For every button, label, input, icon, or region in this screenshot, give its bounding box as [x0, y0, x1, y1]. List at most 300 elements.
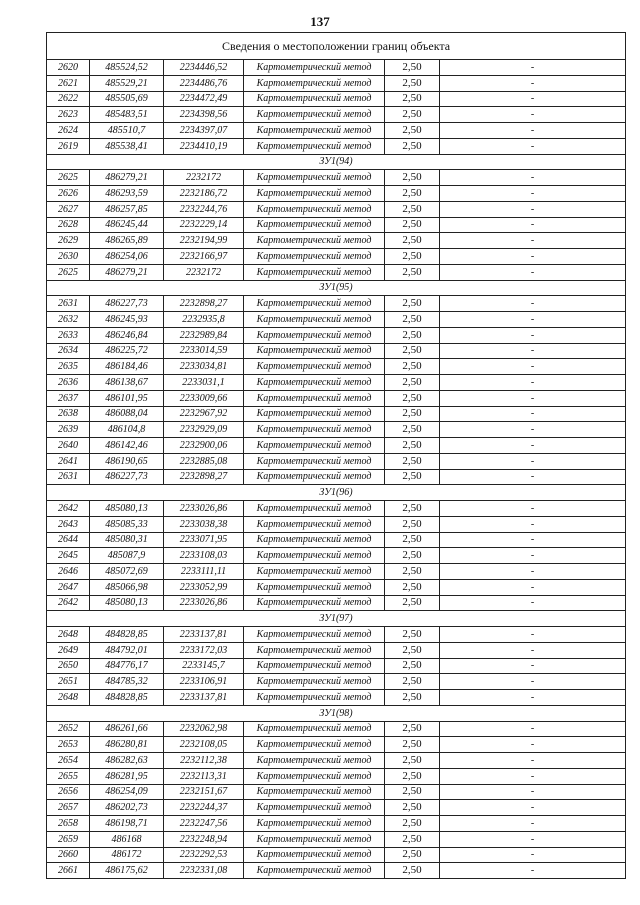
table-row	[47, 186, 626, 202]
point-number-cell: 2644	[47, 532, 90, 548]
accuracy-cell: 2,50	[385, 564, 440, 580]
x-coordinate-cell: 486245,93	[90, 312, 164, 328]
accuracy-cell: 2,50	[385, 75, 440, 91]
method-cell: Картометрический метод	[244, 753, 385, 769]
table-row	[47, 784, 626, 800]
point-number-cell: 2660	[47, 847, 90, 863]
point-number-cell: 2661	[47, 863, 90, 879]
y-coordinate-cell: 2232186,72	[164, 186, 244, 202]
method-cell: Картометрический метод	[244, 548, 385, 564]
description-cell: -	[440, 60, 626, 76]
accuracy-cell: 2,50	[385, 658, 440, 674]
point-number-cell: 2638	[47, 406, 90, 422]
table-body	[47, 33, 626, 879]
table-row	[47, 422, 626, 438]
x-coordinate-cell: 485510,7	[90, 123, 164, 139]
method-cell: Картометрический метод	[244, 438, 385, 454]
x-coordinate-cell: 486279,21	[90, 264, 164, 280]
x-coordinate-cell: 485080,13	[90, 501, 164, 517]
description-cell: -	[440, 847, 626, 863]
table-row	[47, 753, 626, 769]
y-coordinate-cell: 2234398,56	[164, 107, 244, 123]
description-cell: -	[440, 831, 626, 847]
x-coordinate-cell: 485072,69	[90, 564, 164, 580]
method-cell: Картометрический метод	[244, 501, 385, 517]
method-cell: Картометрический метод	[244, 107, 385, 123]
description-cell: -	[440, 516, 626, 532]
y-coordinate-cell: 2232151,67	[164, 784, 244, 800]
y-coordinate-cell: 2232898,27	[164, 296, 244, 312]
y-coordinate-cell: 2232989,84	[164, 327, 244, 343]
y-coordinate-cell: 2232244,76	[164, 201, 244, 217]
accuracy-cell: 2,50	[385, 816, 440, 832]
y-coordinate-cell: 2232166,97	[164, 249, 244, 265]
method-cell: Картометрический метод	[244, 847, 385, 863]
description-cell: -	[440, 296, 626, 312]
method-cell: Картометрический метод	[244, 217, 385, 233]
accuracy-cell: 2,50	[385, 201, 440, 217]
section-label: ЗУ1(96)	[47, 485, 626, 501]
y-coordinate-cell: 2232113,31	[164, 768, 244, 784]
table-row	[47, 359, 626, 375]
accuracy-cell: 2,50	[385, 690, 440, 706]
point-number-cell: 2635	[47, 359, 90, 375]
accuracy-cell: 2,50	[385, 217, 440, 233]
y-coordinate-cell: 2232935,8	[164, 312, 244, 328]
point-number-cell: 2623	[47, 107, 90, 123]
accuracy-cell: 2,50	[385, 721, 440, 737]
point-number-cell: 2625	[47, 264, 90, 280]
y-coordinate-cell: 2233145,7	[164, 658, 244, 674]
method-cell: Картометрический метод	[244, 312, 385, 328]
boundary-coordinates-table	[46, 32, 626, 879]
x-coordinate-cell: 484792,01	[90, 642, 164, 658]
accuracy-cell: 2,50	[385, 422, 440, 438]
description-cell: -	[440, 217, 626, 233]
section-label: ЗУ1(95)	[47, 280, 626, 296]
x-coordinate-cell: 485483,51	[90, 107, 164, 123]
description-cell: -	[440, 564, 626, 580]
x-coordinate-cell: 486227,73	[90, 296, 164, 312]
description-cell: -	[440, 501, 626, 517]
accuracy-cell: 2,50	[385, 469, 440, 485]
point-number-cell: 2632	[47, 312, 90, 328]
description-cell: -	[440, 753, 626, 769]
point-number-cell: 2647	[47, 579, 90, 595]
y-coordinate-cell: 2232967,92	[164, 406, 244, 422]
y-coordinate-cell: 2232112,38	[164, 753, 244, 769]
section-label: ЗУ1(94)	[47, 154, 626, 170]
section-header-row	[47, 611, 626, 627]
description-cell: -	[440, 264, 626, 280]
y-coordinate-cell: 2232898,27	[164, 469, 244, 485]
description-cell: -	[440, 249, 626, 265]
method-cell: Картометрический метод	[244, 343, 385, 359]
description-cell: -	[440, 233, 626, 249]
y-coordinate-cell: 2233071,95	[164, 532, 244, 548]
y-coordinate-cell: 2232244,37	[164, 800, 244, 816]
y-coordinate-cell: 2232900,06	[164, 438, 244, 454]
x-coordinate-cell: 486282,63	[90, 753, 164, 769]
y-coordinate-cell: 2232194,99	[164, 233, 244, 249]
description-cell: -	[440, 312, 626, 328]
section-header-row	[47, 280, 626, 296]
y-coordinate-cell: 2232292,53	[164, 847, 244, 863]
x-coordinate-cell: 486101,95	[90, 390, 164, 406]
x-coordinate-cell: 485538,41	[90, 138, 164, 154]
point-number-cell: 2656	[47, 784, 90, 800]
accuracy-cell: 2,50	[385, 406, 440, 422]
section-header-row	[47, 154, 626, 170]
description-cell: -	[440, 390, 626, 406]
table-row	[47, 863, 626, 879]
method-cell: Картометрический метод	[244, 453, 385, 469]
method-cell: Картометрический метод	[244, 186, 385, 202]
point-number-cell: 2634	[47, 343, 90, 359]
description-cell: -	[440, 422, 626, 438]
method-cell: Картометрический метод	[244, 123, 385, 139]
y-coordinate-cell: 2232108,05	[164, 737, 244, 753]
x-coordinate-cell: 485524,52	[90, 60, 164, 76]
x-coordinate-cell: 486245,44	[90, 217, 164, 233]
point-number-cell: 2629	[47, 233, 90, 249]
point-number-cell: 2648	[47, 627, 90, 643]
y-coordinate-cell: 2233031,1	[164, 375, 244, 391]
x-coordinate-cell: 484776,17	[90, 658, 164, 674]
x-coordinate-cell: 486175,62	[90, 863, 164, 879]
table-row	[47, 296, 626, 312]
method-cell: Картометрический метод	[244, 784, 385, 800]
point-number-cell: 2625	[47, 170, 90, 186]
table-row	[47, 847, 626, 863]
accuracy-cell: 2,50	[385, 579, 440, 595]
method-cell: Картометрический метод	[244, 595, 385, 611]
table-row	[47, 217, 626, 233]
accuracy-cell: 2,50	[385, 138, 440, 154]
point-number-cell: 2641	[47, 453, 90, 469]
method-cell: Картометрический метод	[244, 469, 385, 485]
y-coordinate-cell: 2232929,09	[164, 422, 244, 438]
table-row	[47, 107, 626, 123]
y-coordinate-cell: 2234410,19	[164, 138, 244, 154]
y-coordinate-cell: 2232331,08	[164, 863, 244, 879]
point-number-cell: 2631	[47, 469, 90, 485]
point-number-cell: 2646	[47, 564, 90, 580]
y-coordinate-cell: 2233026,86	[164, 595, 244, 611]
accuracy-cell: 2,50	[385, 296, 440, 312]
description-cell: -	[440, 343, 626, 359]
method-cell: Картометрический метод	[244, 800, 385, 816]
method-cell: Картометрический метод	[244, 768, 385, 784]
method-cell: Картометрический метод	[244, 737, 385, 753]
table-row	[47, 264, 626, 280]
x-coordinate-cell: 486138,67	[90, 375, 164, 391]
method-cell: Картометрический метод	[244, 863, 385, 879]
description-cell: -	[440, 327, 626, 343]
point-number-cell: 2622	[47, 91, 90, 107]
x-coordinate-cell: 486261,66	[90, 721, 164, 737]
accuracy-cell: 2,50	[385, 501, 440, 517]
accuracy-cell: 2,50	[385, 375, 440, 391]
x-coordinate-cell: 484828,85	[90, 627, 164, 643]
description-cell: -	[440, 186, 626, 202]
y-coordinate-cell: 2233172,03	[164, 642, 244, 658]
x-coordinate-cell: 484828,85	[90, 690, 164, 706]
x-coordinate-cell: 486281,95	[90, 768, 164, 784]
description-cell: -	[440, 469, 626, 485]
accuracy-cell: 2,50	[385, 737, 440, 753]
method-cell: Картометрический метод	[244, 690, 385, 706]
x-coordinate-cell: 486190,65	[90, 453, 164, 469]
page-number: 137	[310, 14, 330, 29]
method-cell: Картометрический метод	[244, 831, 385, 847]
point-number-cell: 2639	[47, 422, 90, 438]
description-cell: -	[440, 690, 626, 706]
table-row	[47, 91, 626, 107]
x-coordinate-cell: 486184,46	[90, 359, 164, 375]
point-number-cell: 2619	[47, 138, 90, 154]
method-cell: Картометрический метод	[244, 390, 385, 406]
y-coordinate-cell: 2232172	[164, 264, 244, 280]
y-coordinate-cell: 2232229,14	[164, 217, 244, 233]
y-coordinate-cell: 2234486,76	[164, 75, 244, 91]
table-row	[47, 501, 626, 517]
x-coordinate-cell: 486293,59	[90, 186, 164, 202]
y-coordinate-cell: 2233034,81	[164, 359, 244, 375]
table-row	[47, 138, 626, 154]
point-number-cell: 2651	[47, 674, 90, 690]
accuracy-cell: 2,50	[385, 674, 440, 690]
description-cell: -	[440, 768, 626, 784]
method-cell: Картометрический метод	[244, 296, 385, 312]
x-coordinate-cell: 485085,33	[90, 516, 164, 532]
description-cell: -	[440, 800, 626, 816]
table-row	[47, 532, 626, 548]
method-cell: Картометрический метод	[244, 564, 385, 580]
table-row	[47, 831, 626, 847]
description-cell: -	[440, 170, 626, 186]
x-coordinate-cell: 486254,06	[90, 249, 164, 265]
method-cell: Картометрический метод	[244, 327, 385, 343]
y-coordinate-cell: 2233014,59	[164, 343, 244, 359]
accuracy-cell: 2,50	[385, 233, 440, 249]
x-coordinate-cell: 486172	[90, 847, 164, 863]
x-coordinate-cell: 486246,84	[90, 327, 164, 343]
table-row	[47, 516, 626, 532]
point-number-cell: 2628	[47, 217, 90, 233]
method-cell: Картометрический метод	[244, 60, 385, 76]
section-header-row	[47, 485, 626, 501]
y-coordinate-cell: 2233137,81	[164, 627, 244, 643]
table-row	[47, 75, 626, 91]
point-number-cell: 2621	[47, 75, 90, 91]
table-row	[47, 737, 626, 753]
description-cell: -	[440, 107, 626, 123]
table-title-row	[47, 33, 626, 60]
x-coordinate-cell: 486142,46	[90, 438, 164, 454]
x-coordinate-cell: 486279,21	[90, 170, 164, 186]
table-row	[47, 564, 626, 580]
method-cell: Картометрический метод	[244, 532, 385, 548]
table-title: Сведения о местоположении границ объекта	[47, 33, 626, 60]
x-coordinate-cell: 484785,32	[90, 674, 164, 690]
point-number-cell: 2648	[47, 690, 90, 706]
table-row	[47, 800, 626, 816]
x-coordinate-cell: 486265,89	[90, 233, 164, 249]
method-cell: Картометрический метод	[244, 201, 385, 217]
method-cell: Картометрический метод	[244, 91, 385, 107]
table-row	[47, 548, 626, 564]
table-row	[47, 674, 626, 690]
x-coordinate-cell: 485080,13	[90, 595, 164, 611]
accuracy-cell: 2,50	[385, 359, 440, 375]
table-row	[47, 60, 626, 76]
point-number-cell: 2631	[47, 296, 90, 312]
description-cell: -	[440, 75, 626, 91]
point-number-cell: 2653	[47, 737, 90, 753]
table-row	[47, 579, 626, 595]
table-row	[47, 201, 626, 217]
method-cell: Картометрический метод	[244, 138, 385, 154]
method-cell: Картометрический метод	[244, 249, 385, 265]
y-coordinate-cell: 2233052,99	[164, 579, 244, 595]
y-coordinate-cell: 2233026,86	[164, 501, 244, 517]
point-number-cell: 2645	[47, 548, 90, 564]
x-coordinate-cell: 485080,31	[90, 532, 164, 548]
accuracy-cell: 2,50	[385, 264, 440, 280]
y-coordinate-cell: 2233108,03	[164, 548, 244, 564]
table-row	[47, 123, 626, 139]
point-number-cell: 2633	[47, 327, 90, 343]
point-number-cell: 2650	[47, 658, 90, 674]
accuracy-cell: 2,50	[385, 831, 440, 847]
y-coordinate-cell: 2232062,98	[164, 721, 244, 737]
description-cell: -	[440, 595, 626, 611]
point-number-cell: 2642	[47, 595, 90, 611]
accuracy-cell: 2,50	[385, 516, 440, 532]
accuracy-cell: 2,50	[385, 186, 440, 202]
accuracy-cell: 2,50	[385, 595, 440, 611]
x-coordinate-cell: 486202,73	[90, 800, 164, 816]
description-cell: -	[440, 674, 626, 690]
method-cell: Картометрический метод	[244, 674, 385, 690]
y-coordinate-cell: 2234472,49	[164, 91, 244, 107]
description-cell: -	[440, 201, 626, 217]
description-cell: -	[440, 863, 626, 879]
description-cell: -	[440, 721, 626, 737]
y-coordinate-cell: 2232172	[164, 170, 244, 186]
accuracy-cell: 2,50	[385, 453, 440, 469]
accuracy-cell: 2,50	[385, 532, 440, 548]
method-cell: Картометрический метод	[244, 658, 385, 674]
y-coordinate-cell: 2233111,11	[164, 564, 244, 580]
point-number-cell: 2658	[47, 816, 90, 832]
accuracy-cell: 2,50	[385, 768, 440, 784]
table-row	[47, 721, 626, 737]
table-row	[47, 233, 626, 249]
table-row	[47, 768, 626, 784]
table-row	[47, 658, 626, 674]
y-coordinate-cell: 2233106,91	[164, 674, 244, 690]
method-cell: Картометрический метод	[244, 721, 385, 737]
table-row	[47, 816, 626, 832]
y-coordinate-cell: 2233009,66	[164, 390, 244, 406]
method-cell: Картометрический метод	[244, 264, 385, 280]
section-header-row	[47, 705, 626, 721]
method-cell: Картометрический метод	[244, 816, 385, 832]
accuracy-cell: 2,50	[385, 343, 440, 359]
accuracy-cell: 2,50	[385, 753, 440, 769]
y-coordinate-cell: 2232248,94	[164, 831, 244, 847]
table-row	[47, 595, 626, 611]
y-coordinate-cell: 2232247,56	[164, 816, 244, 832]
accuracy-cell: 2,50	[385, 642, 440, 658]
method-cell: Картометрический метод	[244, 516, 385, 532]
description-cell: -	[440, 627, 626, 643]
accuracy-cell: 2,50	[385, 107, 440, 123]
method-cell: Картометрический метод	[244, 375, 385, 391]
accuracy-cell: 2,50	[385, 784, 440, 800]
x-coordinate-cell: 486257,85	[90, 201, 164, 217]
description-cell: -	[440, 784, 626, 800]
description-cell: -	[440, 123, 626, 139]
method-cell: Картометрический метод	[244, 233, 385, 249]
description-cell: -	[440, 816, 626, 832]
accuracy-cell: 2,50	[385, 800, 440, 816]
accuracy-cell: 2,50	[385, 60, 440, 76]
table-row	[47, 170, 626, 186]
y-coordinate-cell: 2233038,38	[164, 516, 244, 532]
point-number-cell: 2642	[47, 501, 90, 517]
x-coordinate-cell: 486254,09	[90, 784, 164, 800]
table-row	[47, 438, 626, 454]
accuracy-cell: 2,50	[385, 91, 440, 107]
table-row	[47, 312, 626, 328]
accuracy-cell: 2,50	[385, 123, 440, 139]
x-coordinate-cell: 486198,71	[90, 816, 164, 832]
accuracy-cell: 2,50	[385, 548, 440, 564]
table-row	[47, 627, 626, 643]
point-number-cell: 2636	[47, 375, 90, 391]
point-number-cell: 2654	[47, 753, 90, 769]
x-coordinate-cell: 486104,8	[90, 422, 164, 438]
accuracy-cell: 2,50	[385, 627, 440, 643]
x-coordinate-cell: 485529,21	[90, 75, 164, 91]
accuracy-cell: 2,50	[385, 249, 440, 265]
section-label: ЗУ1(98)	[47, 705, 626, 721]
accuracy-cell: 2,50	[385, 863, 440, 879]
accuracy-cell: 2,50	[385, 327, 440, 343]
table-row	[47, 642, 626, 658]
y-coordinate-cell: 2233137,81	[164, 690, 244, 706]
accuracy-cell: 2,50	[385, 170, 440, 186]
y-coordinate-cell: 2234446,52	[164, 60, 244, 76]
point-number-cell: 2659	[47, 831, 90, 847]
description-cell: -	[440, 737, 626, 753]
table-row	[47, 327, 626, 343]
point-number-cell: 2620	[47, 60, 90, 76]
x-coordinate-cell: 485505,69	[90, 91, 164, 107]
table-row	[47, 469, 626, 485]
description-cell: -	[440, 658, 626, 674]
method-cell: Картометрический метод	[244, 75, 385, 91]
table-row	[47, 690, 626, 706]
y-coordinate-cell: 2232885,08	[164, 453, 244, 469]
description-cell: -	[440, 138, 626, 154]
method-cell: Картометрический метод	[244, 579, 385, 595]
x-coordinate-cell: 486227,73	[90, 469, 164, 485]
x-coordinate-cell: 486280,81	[90, 737, 164, 753]
